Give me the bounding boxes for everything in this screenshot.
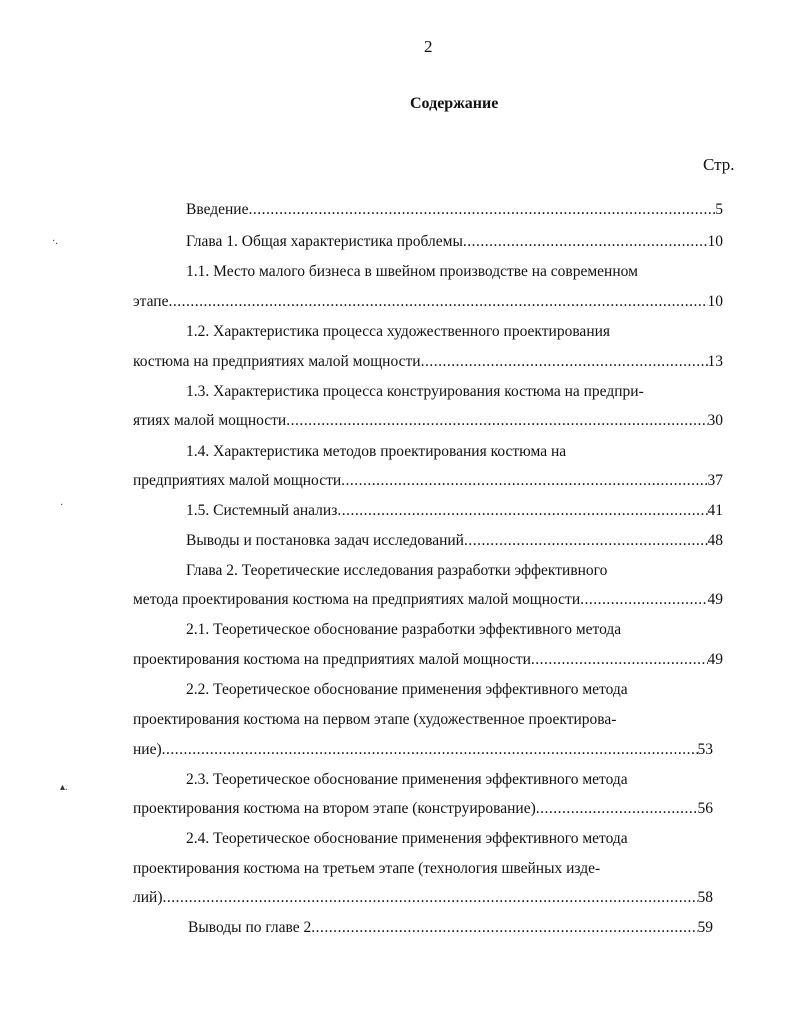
toc-entry-page: 48 (707, 532, 723, 549)
toc-entry-1-4[interactable] (133, 471, 723, 491)
toc-entry-text: Выводы по главе 2 (188, 919, 312, 936)
toc-entry-text: ние) (133, 741, 162, 758)
toc-leader-dots (163, 888, 698, 908)
toc-entry-text: этапе (133, 293, 169, 310)
toc-entry-1-5[interactable] (186, 501, 723, 521)
toc-entry-page: 53 (697, 741, 713, 758)
toc-leader-dots (168, 292, 707, 312)
scan-speck: · (60, 500, 64, 511)
toc-entry-1-4-line1: 1.4. Характеристика методов проектирования костюма на (186, 443, 567, 460)
scan-speck: ▴. (60, 782, 68, 793)
toc-entry-text: Введение (186, 201, 249, 218)
toc-entry-1-2[interactable] (133, 352, 723, 372)
toc-entry-1-3-line1: 1.3. Характеристика процесса конструирования костюма на предпри- (186, 383, 644, 400)
toc-entry-text: Выводы и постановка задач исследований (186, 532, 464, 549)
toc-entry-page: 56 (697, 800, 713, 817)
toc-leader-dots (162, 740, 698, 760)
scan-speck: ·. (52, 236, 58, 247)
toc-leader-dots (311, 918, 697, 938)
toc-entry-1-2-line1: 1.2. Характеристика процесса художественного проектирования (186, 323, 611, 340)
toc-entry-2-2[interactable] (133, 740, 713, 760)
toc-entry-page: 5 (715, 201, 723, 218)
toc-entry-text: ятиях малой мощности (133, 412, 287, 429)
toc-entry-chapter-1[interactable] (186, 232, 723, 252)
toc-entry-page: 30 (707, 412, 723, 429)
pages-column-header: Стр. (703, 155, 735, 174)
toc-entry-2-1[interactable] (133, 650, 723, 670)
toc-leader-dots (286, 411, 707, 431)
toc-entry-text: 1.5. Системный анализ (186, 502, 338, 519)
toc-entry-text: проектирования костюма на втором этапе (конструирование) (133, 800, 536, 817)
toc-entry-2-3[interactable] (133, 799, 713, 819)
toc-leader-dots (580, 590, 707, 610)
toc-entry-text: предприятиях малой мощности (133, 472, 342, 489)
toc-leader-dots (421, 352, 708, 372)
toc-entry-2-4[interactable] (133, 888, 713, 908)
toc-leader-dots (341, 471, 707, 491)
page-number: 2 (424, 37, 433, 56)
toc-leader-dots (337, 501, 707, 521)
toc-leader-dots (536, 799, 698, 819)
toc-entry-2-1-line1: 2.1. Теоретическое обоснование разработки эффективного метода (186, 621, 622, 638)
toc-entry-chapter-2[interactable] (133, 590, 723, 610)
toc-leader-dots (464, 531, 708, 551)
toc-entry-text: лий) (133, 889, 163, 906)
toc-entry-chapter-2-line1: Глава 2. Теоретические исследования разработки эффективного (186, 562, 608, 579)
toc-entry-page: 10 (707, 233, 723, 250)
toc-entry-1-3[interactable] (133, 411, 723, 431)
toc-entry-1-1-line1: 1.1. Место малого бизнеса в швейном производстве на современном (186, 263, 638, 280)
toc-entry-page: 59 (697, 919, 713, 936)
toc-entry-page: 49 (707, 591, 723, 608)
toc-entry-2-2-line2: проектирования костюма на первом этапе (художественное проектирова- (133, 711, 617, 728)
toc-entry-conclusions-1[interactable] (186, 531, 723, 551)
toc-entry-2-4-line2: проектирования костюма на третьем этапе (технология швейных изде- (133, 860, 601, 877)
toc-entry-page: 37 (707, 472, 723, 489)
toc-entry-2-3-line1: 2.3. Теоретическое обоснование применения эффективного метода (186, 771, 628, 788)
toc-entry-intro[interactable] (186, 200, 723, 220)
toc-entry-page: 13 (707, 353, 723, 370)
page-title: Содержание (410, 95, 499, 112)
toc-entry-page: 49 (707, 651, 723, 668)
toc-entry-text: костюма на предприятиях малой мощности (133, 353, 421, 370)
toc-entry-text: проектирования костюма на предприятиях малой мощности (133, 651, 531, 668)
toc-entry-page: 10 (707, 293, 723, 310)
toc-leader-dots (248, 200, 715, 220)
toc-entry-2-4-line1: 2.4. Теоретическое обоснование применения эффективного метода (186, 830, 628, 847)
toc-entry-text: Глава 1. Общая характеристика проблемы (186, 233, 463, 250)
toc-entry-page: 41 (707, 502, 723, 519)
toc-leader-dots (531, 650, 708, 670)
toc-entry-2-2-line1: 2.2. Теоретическое обоснование применения эффективного метода (186, 681, 628, 698)
toc-entry-1-1[interactable] (133, 292, 723, 312)
toc-entry-conclusions-2[interactable] (188, 918, 713, 938)
toc-entry-page: 58 (697, 889, 713, 906)
toc-leader-dots (463, 232, 708, 252)
toc-entry-text: метода проектирования костюма на предприятиях малой мощности (133, 591, 581, 608)
